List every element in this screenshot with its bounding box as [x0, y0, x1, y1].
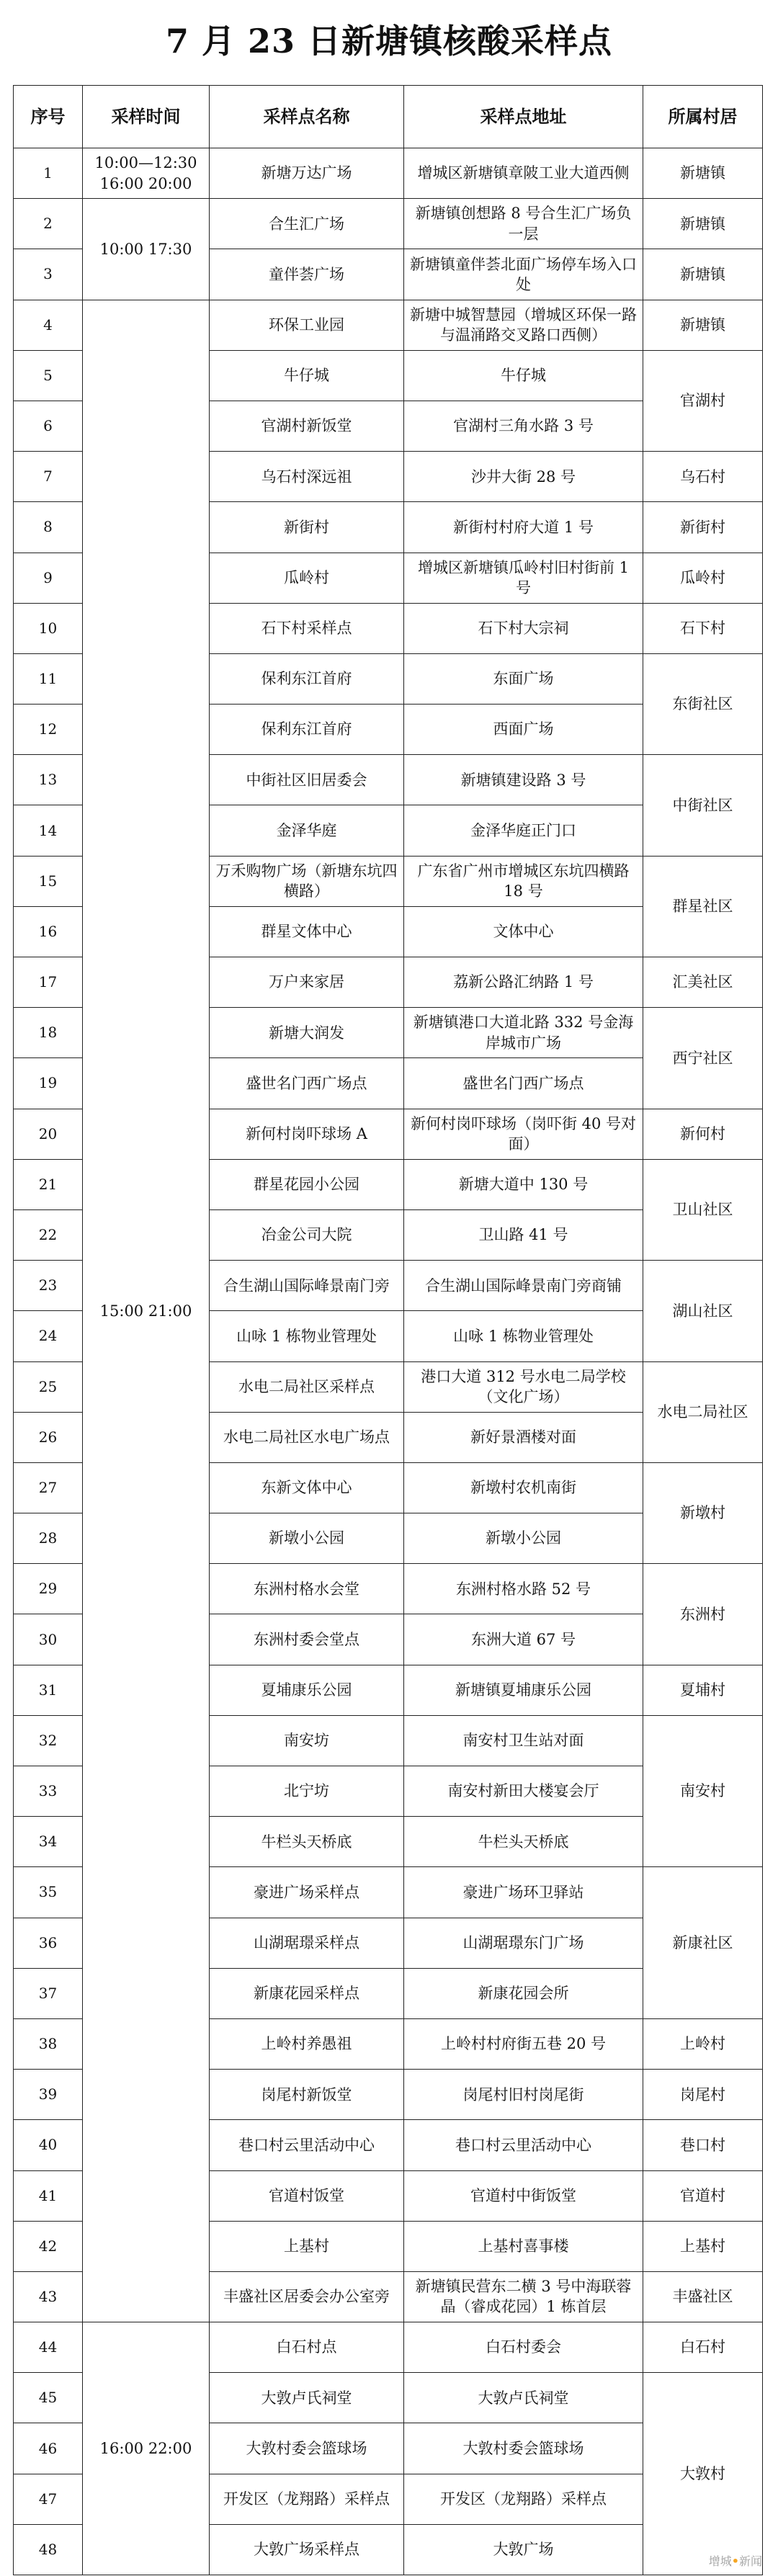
village-group-cell: 大敦村: [643, 2373, 763, 2575]
row-village: 新塘镇: [643, 249, 763, 300]
row-site-name: 牛栏头天桥底: [210, 1817, 404, 1867]
row-site-name: 官道村饭堂: [210, 2170, 404, 2221]
row-address: 西面广场: [404, 705, 643, 755]
row-address: 新街村村府大道 1 号: [404, 502, 643, 553]
row-site-name: 岗尾村新饭堂: [210, 2070, 404, 2120]
row-seq: 34: [14, 1817, 83, 1867]
row-seq: 4: [14, 300, 83, 350]
row-site-name: 白石村点: [210, 2322, 404, 2373]
row-seq: 35: [14, 1867, 83, 1918]
header-seq: 序号: [14, 86, 83, 148]
row-village: 白石村: [643, 2322, 763, 2373]
row-address: 山咏 1 栋物业管理处: [404, 1311, 643, 1361]
row-seq: 36: [14, 1918, 83, 1968]
row-village: 乌石村: [643, 452, 763, 502]
row-site-name: 瓜岭村: [210, 553, 404, 603]
row-seq: 37: [14, 1968, 83, 2018]
row-site-name: 水电二局社区水电广场点: [210, 1412, 404, 1462]
row-address: 新塘中城智慧园（增城区环保一路与温涌路交叉路口西侧）: [404, 300, 643, 350]
village-group-cell: 水电二局社区: [643, 1361, 763, 1462]
row-address: 盛世名门西广场点: [404, 1058, 643, 1109]
row-address: 增城区新塘镇章陂工业大道西侧: [404, 148, 643, 199]
row-village: 夏埔村: [643, 1665, 763, 1715]
row-address: 合生湖山国际峰景南门旁商铺: [404, 1261, 643, 1311]
row-seq: 44: [14, 2322, 83, 2373]
sampling-time-cell: 16:00 22:00: [83, 2322, 210, 2575]
row-site-name: 大敦卢氏祠堂: [210, 2373, 404, 2423]
row-site-name: 北宁坊: [210, 1766, 404, 1817]
row-village: 新塘镇: [643, 300, 763, 350]
row-site-name: 开发区（龙翔路）采样点: [210, 2474, 404, 2524]
row-village: 瓜岭村: [643, 553, 763, 603]
row-seq: 15: [14, 856, 83, 906]
row-village: 巷口村: [643, 2120, 763, 2170]
row-seq: 42: [14, 2221, 83, 2271]
header-site-name: 采样点名称: [210, 86, 404, 148]
row-village: 上岭村: [643, 2018, 763, 2069]
row-site-name: 山湖琚璟采样点: [210, 1918, 404, 1968]
row-seq: 43: [14, 2271, 83, 2322]
row-site-name: 大敦广场采样点: [210, 2524, 404, 2575]
row-site-name: 万禾购物广场（新塘东坑四横路）: [210, 856, 404, 906]
row-site-name: 南安坊: [210, 1715, 404, 1766]
row-seq: 21: [14, 1159, 83, 1209]
row-seq: 7: [14, 452, 83, 502]
row-site-name: 中街社区旧居委会: [210, 755, 404, 805]
row-seq: 1: [14, 148, 83, 199]
row-seq: 46: [14, 2423, 83, 2474]
row-address: 官道村中街饭堂: [404, 2170, 643, 2221]
row-seq: 39: [14, 2070, 83, 2120]
village-group-cell: 湖山社区: [643, 1261, 763, 1361]
row-site-name: 盛世名门西广场点: [210, 1058, 404, 1109]
row-seq: 20: [14, 1109, 83, 1159]
row-seq: 40: [14, 2120, 83, 2170]
row-seq: 47: [14, 2474, 83, 2524]
row-address: 新塘镇建设路 3 号: [404, 755, 643, 805]
row-address: 上基村喜事楼: [404, 2221, 643, 2271]
row-site-name: 夏埔康乐公园: [210, 1665, 404, 1715]
row-seq: 8: [14, 502, 83, 553]
row-site-name: 丰盛社区居委会办公室旁: [210, 2271, 404, 2322]
row-seq: 3: [14, 249, 83, 300]
row-address: 新康花园会所: [404, 1968, 643, 2018]
row-seq: 10: [14, 603, 83, 653]
row-address: 巷口村云里活动中心: [404, 2120, 643, 2170]
header-time: 采样时间: [83, 86, 210, 148]
village-group-cell: 卫山社区: [643, 1159, 763, 1260]
row-village: 石下村: [643, 603, 763, 653]
row-site-name: 新塘万达广场: [210, 148, 404, 199]
row-address: 东洲村格水路 52 号: [404, 1564, 643, 1614]
row-seq: 28: [14, 1513, 83, 1564]
row-address: 新墩村农机南街: [404, 1462, 643, 1513]
row-site-name: 上基村: [210, 2221, 404, 2271]
table-header-row: [14, 86, 763, 148]
village-group-cell: 东街社区: [643, 653, 763, 754]
header-address: 采样点地址: [404, 86, 643, 148]
row-address: 新何村岗吓球场（岗吓街 40 号对面）: [404, 1109, 643, 1159]
row-seq: 22: [14, 1209, 83, 1260]
row-address: 白石村委会: [404, 2322, 643, 2373]
row-seq: 32: [14, 1715, 83, 1766]
page-title: 7 月 23 日新塘镇核酸采样点: [165, 22, 613, 61]
row-seq: 31: [14, 1665, 83, 1715]
row-address: 豪进广场环卫驿站: [404, 1867, 643, 1918]
row-site-name: 山咏 1 栋物业管理处: [210, 1311, 404, 1361]
row-site-name: 东洲村委会堂点: [210, 1614, 404, 1665]
row-site-name: 新塘大润发: [210, 1008, 404, 1058]
row-seq: 48: [14, 2524, 83, 2575]
row-seq: 16: [14, 906, 83, 957]
row-village: 新塘镇: [643, 199, 763, 249]
row-seq: 25: [14, 1361, 83, 1412]
row-site-name: 合生汇广场: [210, 199, 404, 249]
row-seq: 17: [14, 957, 83, 1008]
row-site-name: 大敦村委会篮球场: [210, 2423, 404, 2474]
row-address: 新塘大道中 130 号: [404, 1159, 643, 1209]
table-row: [14, 199, 763, 249]
row-address: 新墩小公园: [404, 1513, 643, 1564]
row-seq: 29: [14, 1564, 83, 1614]
sampling-time-cell: 10:00 17:30: [83, 199, 210, 300]
row-site-name: 牛仔城: [210, 350, 404, 401]
row-address: 官湖村三角水路 3 号: [404, 401, 643, 451]
village-group-cell: 东洲村: [643, 1564, 763, 1665]
row-site-name: 保利东江首府: [210, 705, 404, 755]
row-address: 山湖琚璟东门广场: [404, 1918, 643, 1968]
row-site-name: 巷口村云里活动中心: [210, 2120, 404, 2170]
row-address: 东面广场: [404, 653, 643, 704]
row-address: 荔新公路汇纳路 1 号: [404, 957, 643, 1008]
watermark-suffix: 新闻: [738, 2554, 762, 2568]
row-seq: 41: [14, 2170, 83, 2221]
table-row: [14, 148, 763, 199]
row-seq: 5: [14, 350, 83, 401]
row-address: 金泽华庭正门口: [404, 805, 643, 856]
row-seq: 12: [14, 705, 83, 755]
row-seq: 2: [14, 199, 83, 249]
village-group-cell: 西宁社区: [643, 1008, 763, 1109]
row-site-name: 群星文体中心: [210, 906, 404, 957]
village-group-cell: 新墩村: [643, 1462, 763, 1563]
row-address: 岗尾村旧村岗尾街: [404, 2070, 643, 2120]
row-seq: 18: [14, 1008, 83, 1058]
row-site-name: 东洲村格水会堂: [210, 1564, 404, 1614]
village-group-cell: 新康社区: [643, 1867, 763, 2019]
row-site-name: 合生湖山国际峰景南门旁: [210, 1261, 404, 1311]
row-address: 沙井大街 28 号: [404, 452, 643, 502]
row-site-name: 东新文体中心: [210, 1462, 404, 1513]
sampling-time-cell: 15:00 21:00: [83, 300, 210, 2322]
row-site-name: 童伴荟广场: [210, 249, 404, 300]
row-address: 新塘镇创想路 8 号合生汇广场负一层: [404, 199, 643, 249]
watermark-mark: •: [731, 2554, 739, 2568]
row-seq: 13: [14, 755, 83, 805]
row-seq: 38: [14, 2018, 83, 2069]
row-address: 文体中心: [404, 906, 643, 957]
row-site-name: 乌石村深远祖: [210, 452, 404, 502]
row-site-name: 豪进广场采样点: [210, 1867, 404, 1918]
row-address: 大敦广场: [404, 2524, 643, 2575]
row-seq: 33: [14, 1766, 83, 1817]
row-site-name: 水电二局社区采样点: [210, 1361, 404, 1412]
row-village: 新街村: [643, 502, 763, 553]
row-seq: 19: [14, 1058, 83, 1109]
row-village: 上基村: [643, 2221, 763, 2271]
row-address: 广东省广州市增城区东坑四横路 18 号: [404, 856, 643, 906]
table-row: [14, 300, 763, 350]
row-address: 东洲大道 67 号: [404, 1614, 643, 1665]
village-group-cell: 南安村: [643, 1715, 763, 1867]
row-village: 新塘镇: [643, 148, 763, 199]
watermark-prefix: 增城: [708, 2554, 732, 2568]
table-row: [14, 2322, 763, 2373]
row-address: 南安村卫生站对面: [404, 1715, 643, 1766]
row-village: 新何村: [643, 1109, 763, 1159]
row-seq: 6: [14, 401, 83, 451]
row-site-name: 新何村岗吓球场 A: [210, 1109, 404, 1159]
row-address: 新塘镇夏埔康乐公园: [404, 1665, 643, 1715]
row-address: 新好景酒楼对面: [404, 1412, 643, 1462]
row-seq: 23: [14, 1261, 83, 1311]
row-seq: 14: [14, 805, 83, 856]
row-address: 大敦村委会篮球场: [404, 2423, 643, 2474]
row-seq: 11: [14, 653, 83, 704]
row-village: 丰盛社区: [643, 2271, 763, 2322]
row-address: 牛仔城: [404, 350, 643, 401]
row-address: 南安村新田大楼宴会厅: [404, 1766, 643, 1817]
row-address: 港口大道 312 号水电二局学校（文化广场）: [404, 1361, 643, 1412]
sampling-time-cell: 10:00—12:30 16:00 20:00: [83, 148, 210, 199]
row-address: 新塘镇港口大道北路 332 号金海岸城市广场: [404, 1008, 643, 1058]
row-address: 新塘镇童伴荟北面广场停车场入口处: [404, 249, 643, 300]
village-group-cell: 官湖村: [643, 350, 763, 451]
row-seq: 27: [14, 1462, 83, 1513]
row-site-name: 万户来家居: [210, 957, 404, 1008]
row-address: 大敦卢氏祠堂: [404, 2373, 643, 2423]
row-village: 岗尾村: [643, 2070, 763, 2120]
row-address: 卫山路 41 号: [404, 1209, 643, 1260]
row-address: 增城区新塘镇瓜岭村旧村街前 1 号: [404, 553, 643, 603]
row-site-name: 石下村采样点: [210, 603, 404, 653]
watermark: [709, 2552, 762, 2569]
row-seq: 30: [14, 1614, 83, 1665]
row-site-name: 新墩小公园: [210, 1513, 404, 1564]
row-seq: 9: [14, 553, 83, 603]
row-address: 牛栏头天桥底: [404, 1817, 643, 1867]
row-site-name: 官湖村新饭堂: [210, 401, 404, 451]
table-body: [14, 148, 763, 2575]
row-site-name: 新街村: [210, 502, 404, 553]
row-village: 官道村: [643, 2170, 763, 2221]
row-site-name: 金泽华庭: [210, 805, 404, 856]
row-site-name: 新康花园采样点: [210, 1968, 404, 2018]
row-address: 石下村大宗祠: [404, 603, 643, 653]
row-seq: 45: [14, 2373, 83, 2423]
row-site-name: 环保工业园: [210, 300, 404, 350]
row-site-name: 冶金公司大院: [210, 1209, 404, 1260]
row-village: 汇美社区: [643, 957, 763, 1008]
row-address: 新塘镇民营东二横 3 号中海联蓉晶（睿成花园）1 栋首层: [404, 2271, 643, 2322]
row-site-name: 群星花园小公园: [210, 1159, 404, 1209]
header-village: 所属村居: [643, 86, 763, 148]
row-seq: 24: [14, 1311, 83, 1361]
row-address: 上岭村村府街五巷 20 号: [404, 2018, 643, 2069]
row-address: 开发区（龙翔路）采样点: [404, 2474, 643, 2524]
row-site-name: 保利东江首府: [210, 653, 404, 704]
village-group-cell: 群星社区: [643, 856, 763, 957]
sampling-sites-table: [13, 85, 763, 2575]
row-seq: 26: [14, 1412, 83, 1462]
row-site-name: 上岭村养愚祖: [210, 2018, 404, 2069]
village-group-cell: 中街社区: [643, 755, 763, 856]
